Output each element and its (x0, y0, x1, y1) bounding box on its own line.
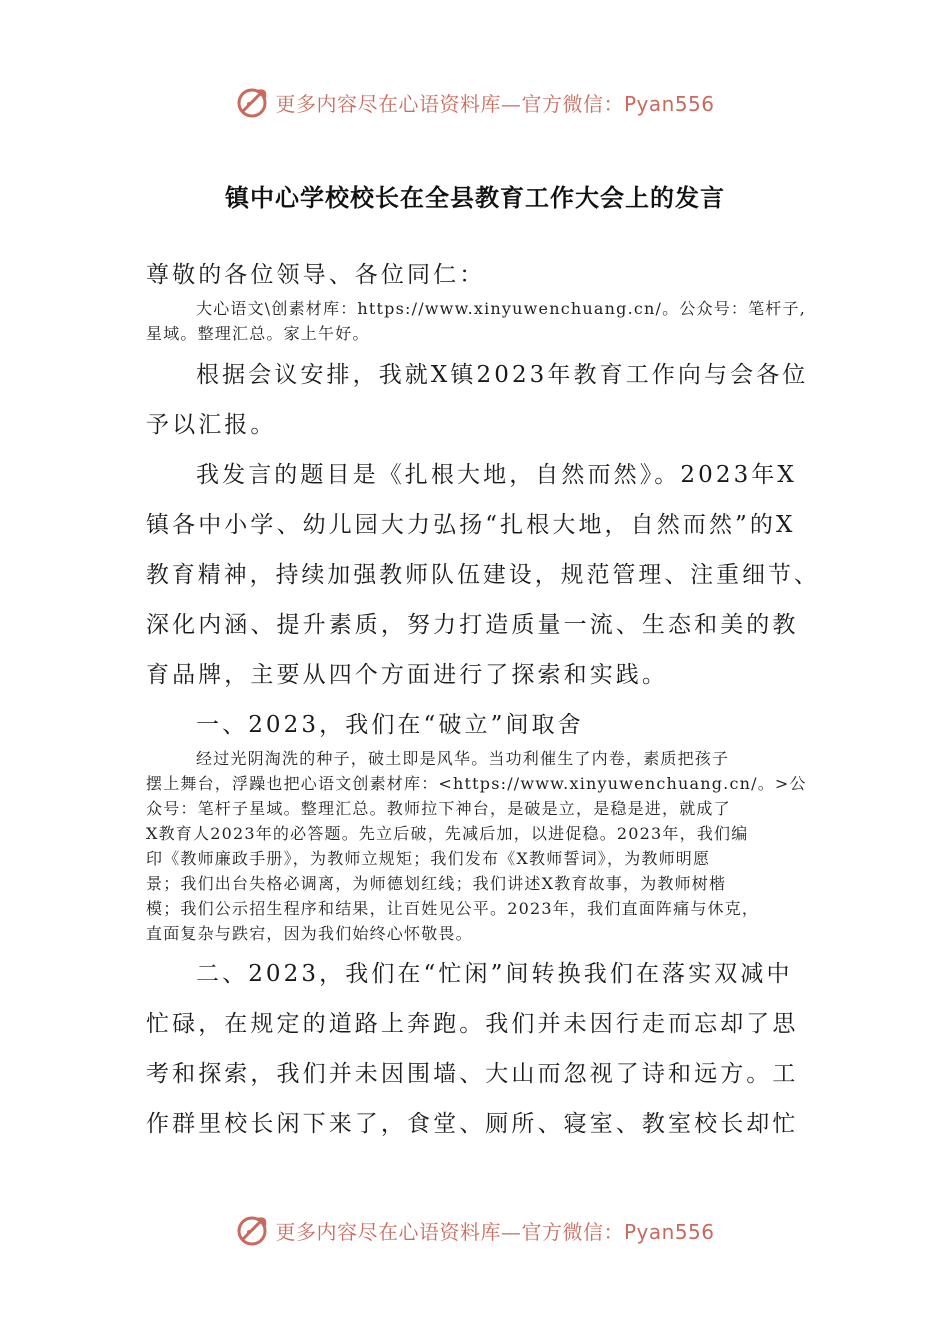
banner-text: 更多内容尽在心语资料库—官方微信：Pyan556 (275, 1219, 715, 1244)
note2-line: 摆上舞台，浮躁也把心语文创素材库：<https://www.xinyuwenchuang.cn/。>公 (146, 774, 807, 793)
note2-line: 直面复杂与跌宕，因为我们始终心怀敬畏。 (146, 924, 473, 943)
banner-wechat: Pyan556 (623, 91, 715, 116)
footer-banner (0, 1210, 950, 1250)
note2-line: X教育人2023年的必答题。先立后破，先减后加，以进促稳。2023年，我们编 (146, 824, 749, 843)
document-title: 镇中心学校校长在全县教育工作大会上的发言 (225, 183, 725, 212)
para3-line: 考和探索，我们并未因围墙、大山而忽视了诗和远方。工 (146, 1061, 799, 1087)
section-heading-1: 一、2023，我们在“破立”间取舍 (196, 712, 584, 738)
banner-text: 更多内容尽在心语资料库—官方微信：Pyan556 (275, 91, 715, 116)
para2-line: 教育精神，持续加强教师队伍建设，规范管理、注重细节、 (146, 562, 820, 588)
para3-line: 作群里校长闲下来了，食堂、厕所、寝室、教室校长却忙 (146, 1111, 799, 1137)
para3-line: 忙碌，在规定的道路上奔跑。我们并未因行走而忘却了思 (146, 1011, 799, 1037)
note2-line: 众号：笔杆子星域。整理汇总。教师拉下神台，是破是立，是稳是进，就成了 (146, 799, 731, 818)
header-banner (0, 82, 950, 122)
para2-line: 深化内涵、提升素质，努力打造质量一流、生态和美的教 (146, 612, 799, 638)
quill-logo-icon (235, 1212, 271, 1248)
para1-line: 根据会议安排，我就X镇2023年教育工作向与会各位 (196, 362, 809, 388)
note2-line: 景；我们出台失格必调离，为师德划红线；我们讲述X教育故事，为教师树楷 (146, 874, 727, 893)
note2-line: 经过光阴淘洗的种子，破土即是风华。当功利催生了内卷，素质把孩子 (196, 749, 730, 768)
para2-line: 我发言的题目是《扎根大地，自然而然》。2023年X (196, 462, 797, 488)
banner-wechat: Pyan556 (623, 1219, 715, 1244)
note1-line: 星域。整理汇总。家上午好。 (146, 324, 370, 343)
note2-line: 模；我们公示招生程序和结果，让百姓见公平。2023年，我们直面阵痛与休克， (146, 899, 760, 918)
note2-line: 印《教师廉政手册》，为教师立规矩；我们发布《X教师誓词》，为教师明愿 (146, 849, 711, 868)
para2-line: 育品牌，主要从四个方面进行了探索和实践。 (146, 662, 668, 688)
para2-line: 镇各中小学、幼儿园大力弘扬“扎根大地，自然而然”的X (146, 512, 796, 538)
quill-logo-icon (235, 84, 271, 120)
greeting: 尊敬的各位领导、各位同仁： (146, 262, 486, 288)
para3-line: 二、2023，我们在“忙闲”间转换我们在落实双减中 (196, 961, 793, 987)
para1-line: 予以汇报。 (146, 412, 277, 438)
note1-line: 大心语文\创素材库：https://www.xinyuwenchuang.cn/。公众号：笔杆子, (196, 299, 806, 318)
